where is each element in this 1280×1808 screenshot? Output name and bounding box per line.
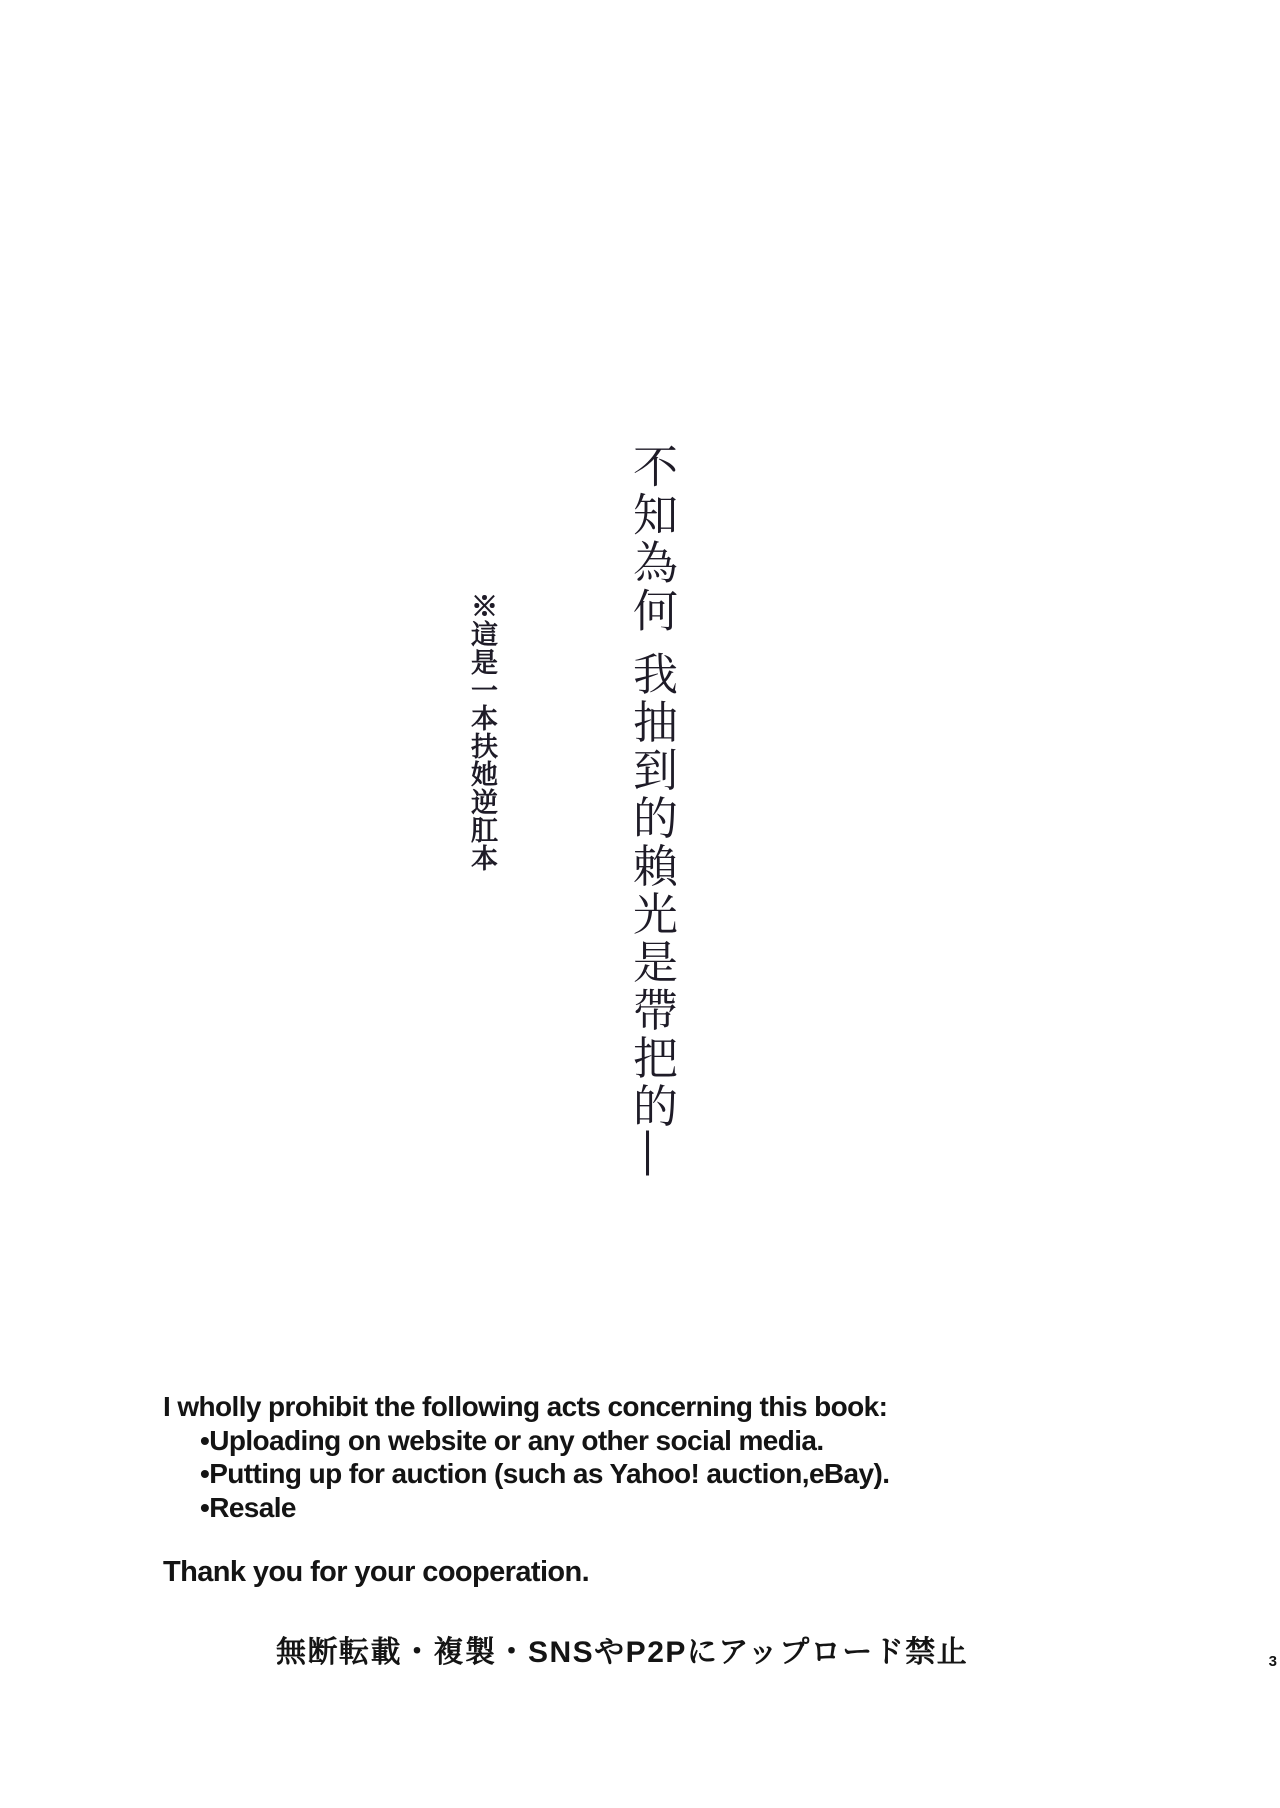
prohibition-item-upload: •Uploading on website or any other social media. xyxy=(200,1424,824,1456)
content-note-vertical: ※這是一本扶她逆肛本 xyxy=(467,592,497,872)
prohibition-list xyxy=(163,1424,889,1525)
cooperation-thanks-line: Thank you for your cooperation. xyxy=(163,1556,590,1588)
page-number: 3 xyxy=(1268,1653,1277,1670)
prohibition-item-resale: •Resale xyxy=(200,1491,296,1523)
prohibition-heading: I wholly prohibit the following acts concerning this book: xyxy=(163,1391,888,1422)
prohibition-block xyxy=(163,1390,889,1524)
japanese-reprint-prohibition-notice: 無断転載・複製・SNSやP2Pにアップロード禁止 xyxy=(276,1636,969,1669)
page-title-vertical: 不知為何 我抽到的賴光是帶把的— xyxy=(626,443,677,1179)
prohibition-item-auction: •Putting up for auction (such as Yahoo! auction,eBay). xyxy=(200,1458,890,1489)
